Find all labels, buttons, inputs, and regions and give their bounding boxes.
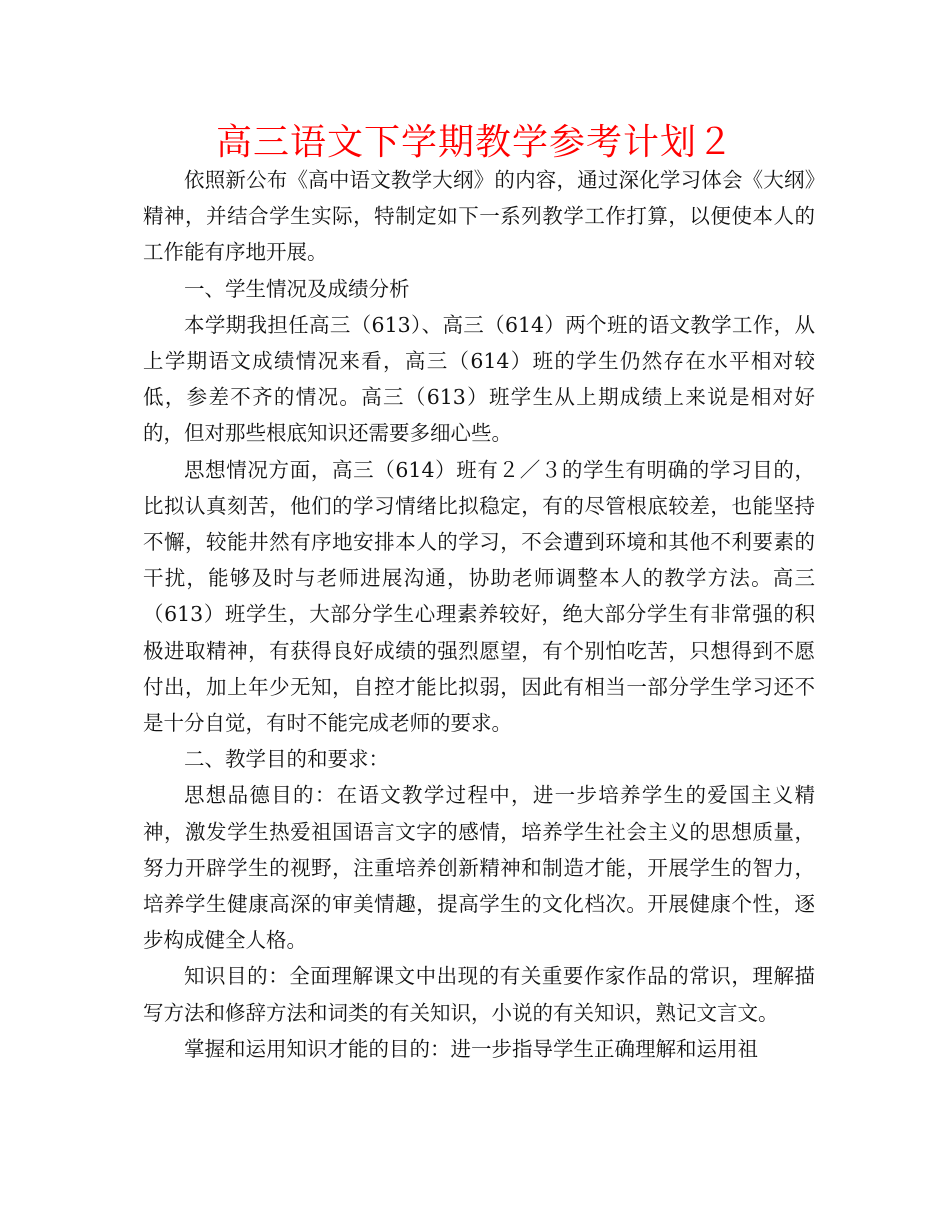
section-heading-teaching-goals: 二、教学目的和要求： (184, 747, 389, 772)
document-body (143, 162, 815, 1067)
paragraph-moral-goals: 思想品德目的：在语文教学过程中，进一步培养学生的爱国主义精神，激发学生热爱祖国语言文字的感情，培养学生社会主义的思想质量，努力开辟学生的视野，注重培养创新精神和制造才能，开展学生的智力，培养学生健康高深的审美情趣，提高学生的文化档次。开展健康个性，逐步构成健全人格。 (143, 783, 815, 953)
paragraph-ability-goals: 掌握和运用知识才能的目的：进一步指导学生正确理解和运用祖 (184, 1036, 758, 1061)
document-title: 高三语文下学期教学参考计划２ (215, 122, 734, 163)
paragraph-ideological-situation: 思想情况方面，高三（614）班有２／３的学生有明确的学习目的，比拟认真刻苦，他们的学习情绪比拟稳定，有的尽管根底较差，也能坚持不懈，较能井然有序地安排本人的学习，不会遭到环境和其他不利要素的干扰，能够及时与老师进展沟通，协助老师调整本人的教学方法。高三（613）班学生，大部分学生心理素养较好，绝大部分学生有非常强的积极进取精神，有获得良好成绩的强烈愿望，有个别怕吃苦，只想得到不愿付出，加上年少无知，自控才能比拟弱，因此有相当一部分学生学习还不是十分自觉，有时不能完成老师的要求。 (143, 457, 815, 736)
paragraph-class-overview: 本学期我担任高三（613）、高三（614）两个班的语文教学工作，从上学期语文成绩情况来看，高三（614）班的学生仍然存在水平相对较低，参差不齐的情况。高三（613）班学生从上期成绩上来说是相对好的，但对那些根底知识还需要多细心些。 (143, 312, 815, 446)
paragraph-knowledge-goals: 知识目的：全面理解课文中出现的有关重要作家作品的常识，理解描写方法和修辞方法和词类的有关知识，小说的有关知识，熟记文言文。 (143, 964, 815, 1025)
section-heading-student-analysis: 一、学生情况及成绩分析 (184, 276, 410, 301)
paragraph-intro: 依照新公布《高中语文教学大纲》的内容，通过深化学习体会《大纲》精神，并结合学生实际，特制定如下一系列教学工作打算，以便使本人的工作能有序地开展。 (143, 168, 815, 265)
